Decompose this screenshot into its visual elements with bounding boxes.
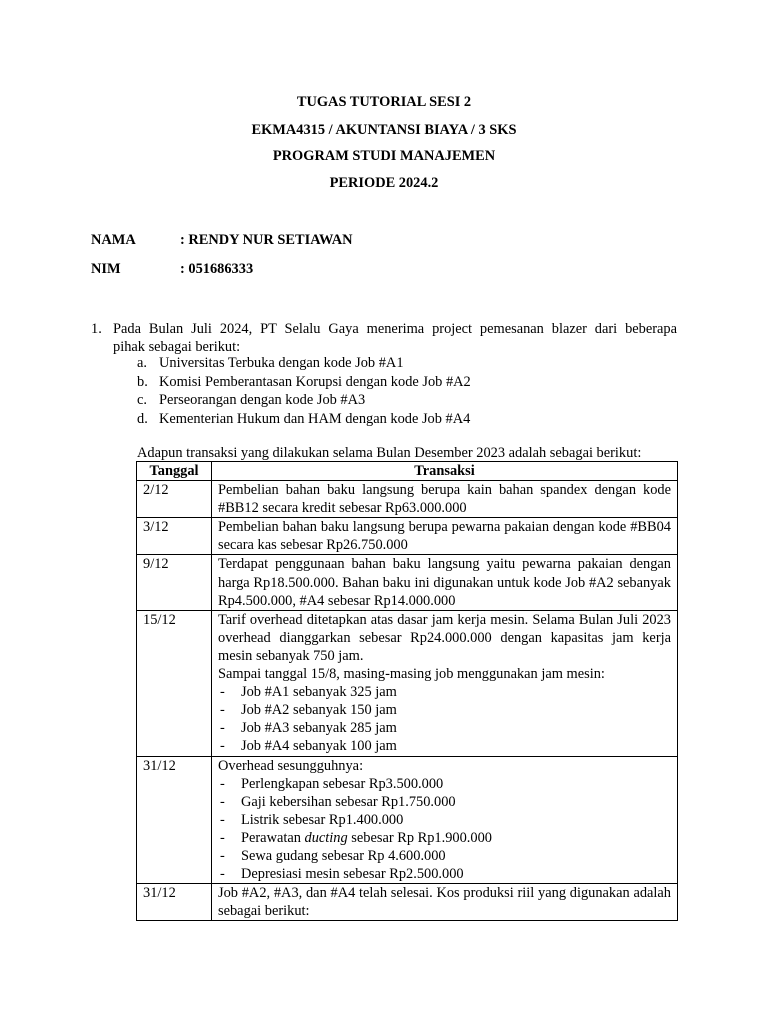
bullet-item xyxy=(218,701,671,719)
bullet-item xyxy=(218,719,671,737)
option-key: d. xyxy=(137,410,148,427)
bullet-text: Depresiasi mesin sebesar Rp2.500.000 xyxy=(241,866,464,883)
cell-date: 2/12 xyxy=(137,481,212,518)
bullet-item xyxy=(218,775,671,793)
cell-transaction xyxy=(212,756,678,884)
question-1 xyxy=(91,320,677,356)
bullet-item xyxy=(218,683,671,701)
bullet-text: Job #A4 sebanyak 100 jam xyxy=(241,738,397,755)
option-text: Kementerian Hukum dan HAM dengan kode Job #A4 xyxy=(159,410,471,427)
cell-transaction xyxy=(212,481,678,518)
dash-marker: - xyxy=(220,702,225,719)
option-item xyxy=(137,354,471,373)
cell-date: 9/12 xyxy=(137,555,212,610)
bullet-text: Sewa gudang sebesar Rp 4.600.000 xyxy=(241,847,446,864)
table-row xyxy=(137,884,678,921)
header-course: EKMA4315 / AKUNTANSI BIAYA / 3 SKS xyxy=(251,122,517,138)
cell-transaction xyxy=(212,884,678,921)
bullet-text: Job #A3 sebanyak 285 jam xyxy=(241,720,397,737)
transaction-text: Sampai tanggal 15/8, masing-masing job menggunakan jam mesin: xyxy=(218,666,605,683)
bullet-text: Listrik sebesar Rp1.400.000 xyxy=(241,811,404,828)
column-header-date: Tanggal xyxy=(137,462,212,481)
header-program: PROGRAM STUDI MANAJEMEN xyxy=(272,148,496,164)
name-value: : RENDY NUR SETIAWAN xyxy=(180,232,353,248)
header-period: PERIODE 2024.2 xyxy=(329,175,439,191)
cell-date: 3/12 xyxy=(137,518,212,555)
dash-marker: - xyxy=(220,684,225,701)
bullet-item xyxy=(218,829,671,847)
table-row xyxy=(137,756,678,884)
bullet-item xyxy=(218,793,671,811)
bullet-text: Perlengkapan sebesar Rp3.500.000 xyxy=(241,775,444,792)
transaction-text: Overhead sesungguhnya: xyxy=(218,757,364,774)
option-item xyxy=(137,391,471,410)
dash-marker: - xyxy=(220,720,225,737)
transactions-table xyxy=(136,461,678,921)
table-header-row xyxy=(137,462,678,481)
nim-value: : 051686333 xyxy=(180,261,254,277)
nim-label: NIM xyxy=(91,261,121,277)
bullet-item xyxy=(218,865,671,883)
option-item xyxy=(137,373,471,392)
dash-marker: - xyxy=(220,775,225,792)
dash-marker: - xyxy=(220,793,225,810)
question-text-line1: Pada Bulan Juli 2024, PT Selalu Gaya menerima project pemesanan blazer dari beberapa xyxy=(113,321,677,337)
bullet-item xyxy=(218,737,671,755)
dash-marker: - xyxy=(220,811,225,828)
option-text: Universitas Terbuka dengan kode Job #A1 xyxy=(159,355,404,371)
dash-marker: - xyxy=(220,829,225,846)
bullet-text: Gaji kebersihan sebesar Rp1.750.000 xyxy=(241,793,456,810)
option-key: c. xyxy=(137,392,147,409)
transaction-text: Job #A2, #A3, dan #A4 telah selesai. Kos produksi riil yang digunakan adalah sebagai berikut: xyxy=(218,885,671,920)
bullet-text: Perawatan ducting sebesar Rp Rp1.900.000 xyxy=(241,829,492,846)
name-label: NAMA xyxy=(91,232,136,248)
cell-transaction xyxy=(212,555,678,610)
transaction-text: Pembelian bahan baku langsung berupa kain bahan spandex dengan kode #BB12 secara kredit sebesar Rp63.000.000 xyxy=(218,482,671,517)
option-item xyxy=(137,410,471,429)
option-text: Komisi Pemberantasan Korupsi dengan kode Job #A2 xyxy=(159,373,471,390)
option-key: b. xyxy=(137,373,148,390)
transaction-text: Tarif overhead ditetapkan atas dasar jam kerja mesin. Selama Bulan Juli 2023 overhead dianggarkan sebesar Rp24.000.000 dengan kapasitas jam kerja mesin sebanyak 750 jam. xyxy=(218,611,671,664)
option-text: Perseorangan dengan kode Job #A3 xyxy=(159,392,366,409)
cell-date: 31/12 xyxy=(137,884,212,921)
table-row xyxy=(137,610,678,756)
header-title: TUGAS TUTORIAL SESI 2 xyxy=(296,94,472,110)
table-row xyxy=(137,518,678,555)
option-key: a. xyxy=(137,355,147,371)
question-number: 1. xyxy=(91,321,102,337)
question-text-line2: pihak sebagai berikut: xyxy=(113,339,241,355)
bullet-item xyxy=(218,811,671,829)
dash-marker: - xyxy=(220,866,225,883)
dash-marker: - xyxy=(220,738,225,755)
bullet-item xyxy=(218,847,671,865)
table-row xyxy=(137,481,678,518)
cell-date: 15/12 xyxy=(137,610,212,756)
table-intro: Adapun transaksi yang dilakukan selama Bulan Desember 2023 adalah sebagai berikut: xyxy=(137,445,642,461)
bullet-text: Job #A2 sebanyak 150 jam xyxy=(241,702,397,719)
transaction-text: Terdapat penggunaan bahan baku langsung yaitu pewarna pakaian dengan harga Rp18.500.000. Bahan baku ini digunakan untuk kode Job #A2 sebanyak Rp4.500.000, #A4 sebesar Rp14.000.000 xyxy=(218,556,671,609)
cell-transaction xyxy=(212,610,678,756)
dash-marker: - xyxy=(220,847,225,864)
table-row xyxy=(137,555,678,610)
cell-date: 31/12 xyxy=(137,756,212,884)
bullet-text: Job #A1 sebanyak 325 jam xyxy=(241,684,397,701)
italic-term: ducting xyxy=(304,829,348,846)
column-header-transaction: Transaksi xyxy=(212,462,678,481)
job-options-list xyxy=(137,354,471,428)
transaction-text: Pembelian bahan baku langsung berupa pewarna pakaian dengan kode #BB04 secara kas sebesar Rp26.750.000 xyxy=(218,519,671,554)
cell-transaction xyxy=(212,518,678,555)
